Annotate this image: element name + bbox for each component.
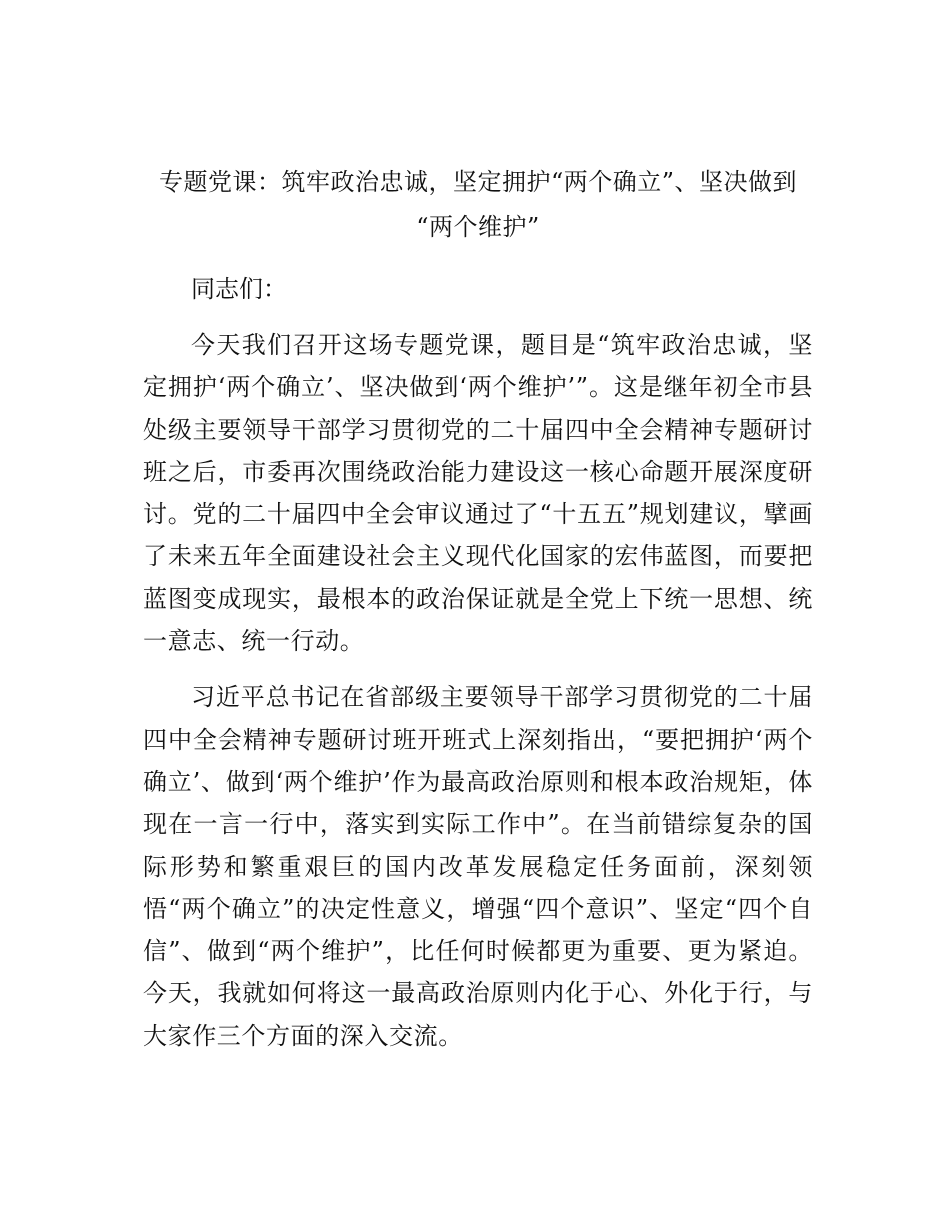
document-body [143,160,813,1057]
paragraph-1: 今天我们召开这场专题党课，题目是“筑牢政治忠诚，坚定拥护‘两个确立’、坚决做到‘两个维护’”。这是继年初全市县处级主要领导干部学习贯彻党的二十届四中全会精神专题研讨班之后，市委再次围绕政治能力建设这一核心命题开展深度研讨。党的二十届四中全会审议通过了“十五五”规划建议，擘画了未来五年全面建设社会主义现代化国家的宏伟蓝图，而要把蓝图变成现实，最根本的政治保证就是全党上下统一思想、统一意志、统一行动。 [143,331,813,656]
document-title [143,160,813,250]
paragraph-2: 习近平总书记在省部级主要领导干部学习贯彻党的二十届四中全会精神专题研讨班开班式上深刻指出，“要把拥护‘两个确立’、做到‘两个维护’作为最高政治原则和根本政治规矩，体现在一言一行中，落实到实际工作中”。在当前错综复杂的国际形势和繁重艰巨的国内改革发展稳定任务面前，深刻领悟“两个确立”的决定性意义，增强“四个意识”、坚定“四个自信”、做到“两个维护”，比任何时候都更为重要、更为紧迫。今天，我就如何将这一最高政治原则内化于心、外化于行，与大家作三个方面的深入交流。 [143,683,813,1050]
title-line-1: 专题党课：筑牢政治忠诚，坚定拥护“两个确立”、坚决做到 [158,168,798,196]
salutation: 同志们： [191,275,287,303]
title-line-2: “两个维护” [416,213,540,241]
